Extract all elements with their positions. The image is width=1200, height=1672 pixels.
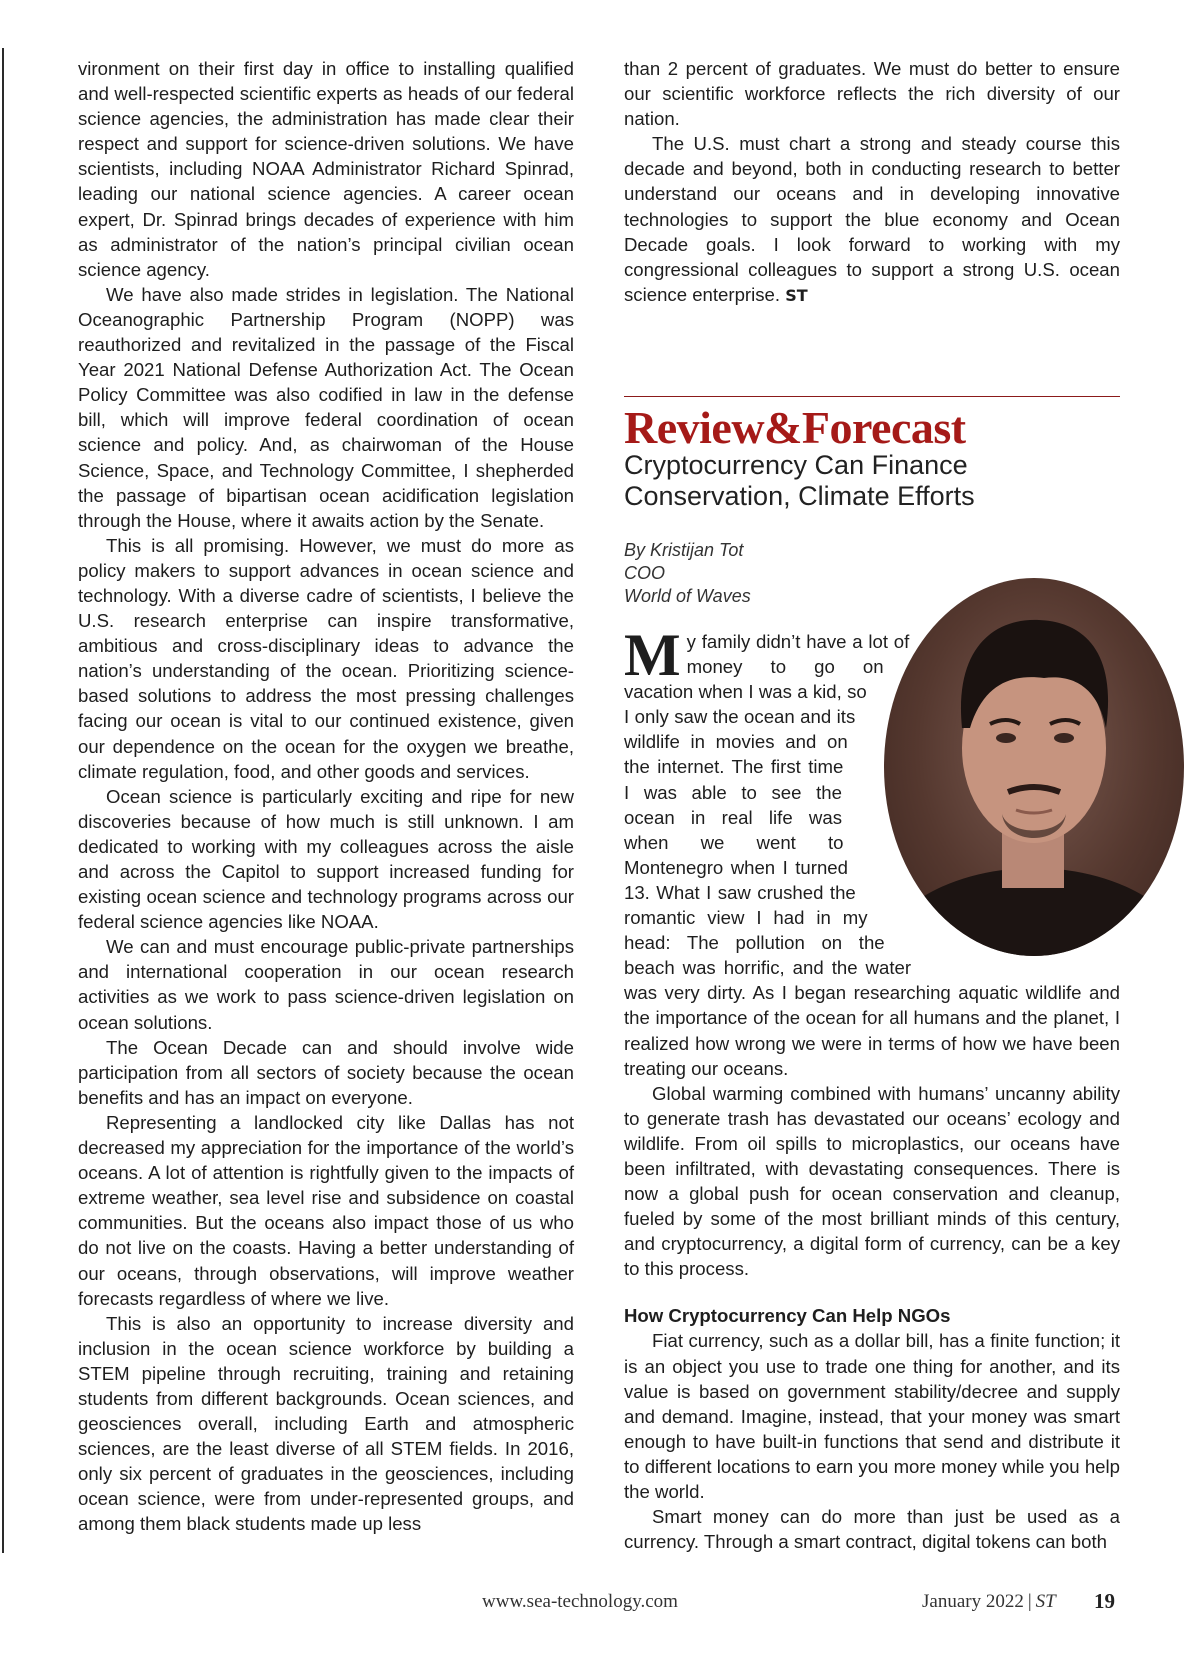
body-paragraph: Ocean science is particularly exciting and ripe for new discoveries because of how much is still unknown. I am dedicated to working with my colleagues across the aisle and across the Capitol to support increased funding for existing ocean science and technology programs across our federal science agencies like NOAA. xyxy=(78,785,574,933)
right-text-column-top xyxy=(624,56,1120,308)
footer-url[interactable]: www.sea-technology.com xyxy=(482,1591,678,1612)
section-title: Review&Forecast xyxy=(624,402,966,453)
body-paragraph: vironment on their first day in office to installing qualified and well-respected scientific experts as heads of our federal science agencies, the administration has made clear their respect and support for science-driven solutions. We have scientists, including NOAA Administrator Richard Spinrad, leading our national science agencies. A career ocean expert, Dr. Spinrad brings decades of experience with him as administrator of the nation’s principal civilian ocean science agency. xyxy=(78,58,574,280)
closing-paragraph-text: The U.S. must chart a strong and steady course this decade and beyond, both in conducting research to better understand our oceans and in developing innovative technologies to support the blue economy and Ocean Decade goals. I look forward to working with my congressional colleagues to support a strong U.S. ocean science enterprise. xyxy=(624,133,1120,305)
page-edge-rule xyxy=(2,48,4,1553)
footer-issue xyxy=(922,1591,1056,1613)
headline-line: Cryptocurrency Can Finance xyxy=(624,450,968,480)
byline-role: COO xyxy=(624,563,666,583)
lead-text: y family didn’t have a lot of money to go on vacation when I was a kid, so I only saw the ocean and its wildlife in movies and on the internet. The first time I was able to see the ocean in real life was when we went to Montenegro when I turned 13. What I saw crushed the romantic view I had in my head: The pollution on the beach was horrific, and the water was very dirty. As I began researching aquatic wildlife and the importance of the ocean for all humans and the planet, I realized how wrong we were in terms of how we have been treating our oceans. xyxy=(624,631,1120,1079)
body-paragraph: This is also an opportunity to increase diversity and inclusion in the ocean science workforce by building a STEM pipeline through recruiting, training and retaining students from different backgrounds. Ocean sciences, and geosciences overall, including Earth and atmospheric sciences, are the least diverse of all STEM fields. In 2016, only six percent of graduates in the geosciences, including ocean science, were from under-represented groups, and among them black students made up less xyxy=(78,1312,574,1535)
byline xyxy=(624,539,751,608)
body-paragraph: Smart money can do more than just be used as a currency. Through a smart contract, digital tokens can both xyxy=(624,1506,1120,1553)
body-paragraph: Fiat currency, such as a dollar bill, has a finite function; it is an object you use to trade one thing for another, and its value is based on government stability/decree and supply and demand. Imagine, instead, that your money was smart enough to have built-in functions that send and distribute it to different locations to earn you more money while you help the world. xyxy=(624,1330,1120,1502)
body-paragraph xyxy=(624,131,1120,308)
body-paragraph: than 2 percent of graduates. We must do better to ensure our scientific workforce reflects the rich diversity of our nation. xyxy=(624,58,1120,130)
drop-cap: M xyxy=(624,622,681,688)
page-number: 19 xyxy=(1094,1589,1115,1613)
byline-author: By Kristijan Tot xyxy=(624,540,744,560)
body-paragraph: Global warming combined with humans’ uncanny ability to generate trash has devastated our oceans’ ecology and wildlife. From oil spills to microplastics, our oceans have been infiltrated, with devastating consequences. There is now a global push for ocean conservation and cleanup, fueled by some of the most brilliant minds of this century, and cryptocurrency, a digital form of currency, can be a key to this process. xyxy=(624,1082,1120,1280)
body-paragraph: This is all promising. However, we must do more as policy makers to support advances in ocean science and technology. With a diverse cadre of scientists, I believe the U.S. research enterprise can inspire transformative, ambitious and cross-disciplinary ideas to advance the nation’s understanding of the ocean. Prioritizing science-based solutions to address the most pressing challenges facing our ocean is vital to our continued existence, given our dependence on the ocean for the oxygen we breathe, climate regulation, food, and other goods and services. xyxy=(78,534,574,782)
portrait-wrap-space xyxy=(848,629,1120,979)
body-paragraph: The Ocean Decade can and should involve wide participation from all sectors of society because the ocean benefits and has an impact on everyone. xyxy=(78,1036,574,1108)
footer-publication: ST xyxy=(1035,1591,1056,1612)
end-mark: ST xyxy=(785,285,808,305)
article-body xyxy=(624,622,1120,1554)
left-text-column xyxy=(78,56,574,1537)
body-paragraph: We can and must encourage public-private partnerships and international cooperation in our ocean research activities as we work to pass science-driven legislation on ocean solutions. xyxy=(78,936,574,1033)
headline-line: Conservation, Climate Efforts xyxy=(624,481,975,511)
byline-organization: World of Waves xyxy=(624,586,751,606)
article-subhead: How Cryptocurrency Can Help NGOs xyxy=(624,1305,951,1327)
footer-date: January 2022 xyxy=(922,1591,1024,1612)
section-divider xyxy=(624,396,1120,397)
footer-separator: | xyxy=(1027,1591,1032,1612)
body-paragraph: Representing a landlocked city like Dallas has not decreased my appreciation for the importance of the world’s oceans. A lot of attention is rightfully given to the impacts of extreme weather, sea level rise and subsidence on coastal communities. But the oceans also impact those of us who do not live on the coasts. Having a better understanding of our oceans, through observations, will improve weather forecasts regardless of where we live. xyxy=(78,1111,574,1309)
article-headline xyxy=(624,450,975,512)
body-paragraph: We have also made strides in legislation. The National Oceanographic Partnership Program (NOPP) was reauthorized and revitalized in the passage of the Fiscal Year 2021 National Defense Authorization Act. The Ocean Policy Committee was also codified in law in the defense bill, which will improve federal coordination of ocean science and policy. And, as chairwoman of the House Science, Space, and Technology Committee, I shepherded the passage of bipartisan ocean acidification legislation through the House, where it awaits action by the Senate. xyxy=(78,283,574,531)
